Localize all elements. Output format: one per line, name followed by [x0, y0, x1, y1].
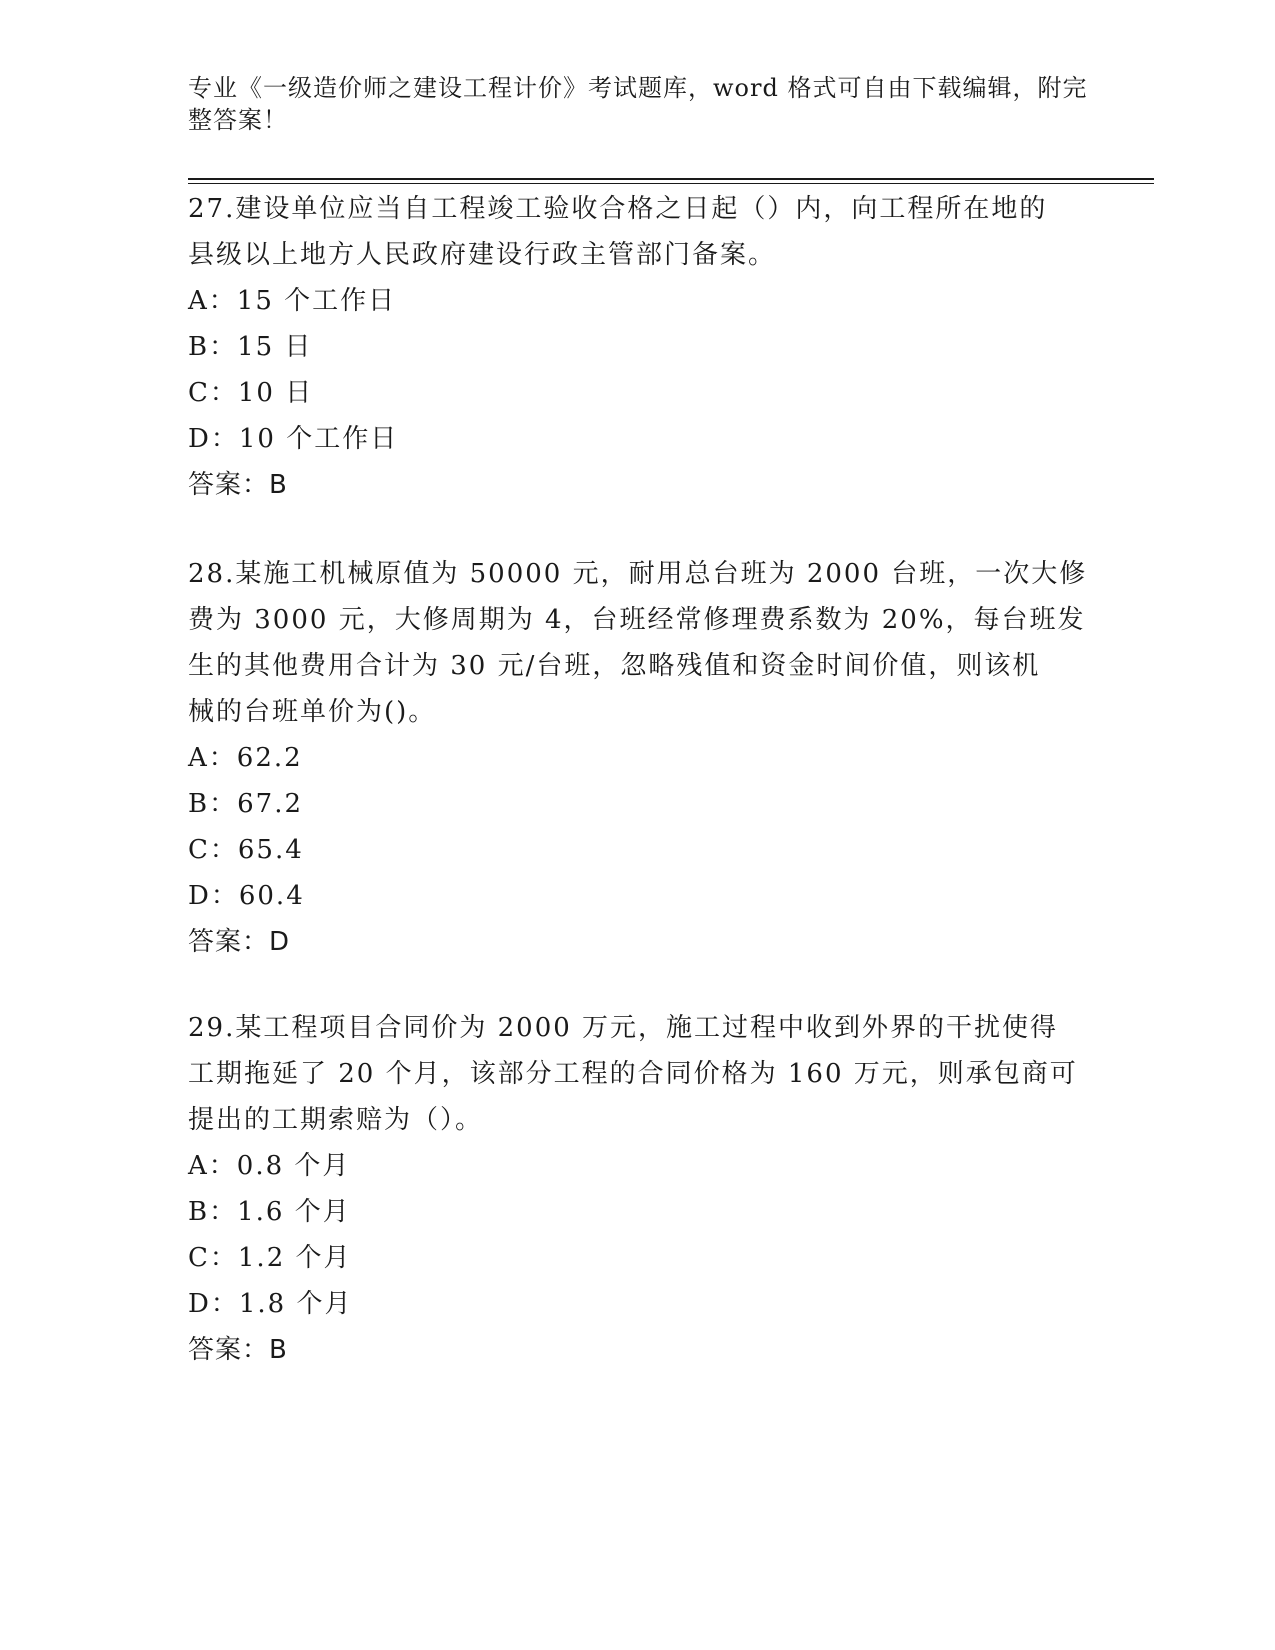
question-text: 生的其他费用合计为 30 元/台班，忽略残值和资金时间价值，则该机	[188, 651, 1041, 681]
option-c: C：10 日	[188, 378, 314, 408]
option-c: C：1.2 个月	[188, 1243, 352, 1273]
answer: 答案：B	[188, 470, 288, 500]
question-29	[188, 1005, 1088, 1373]
question-28	[188, 551, 1088, 965]
question-text: 工期拖延了 20 个月，该部分工程的合同价格为 160 万元，则承包商可	[188, 1059, 1078, 1089]
option-c: C：65.4	[188, 835, 304, 865]
option-b: B：1.6 个月	[188, 1197, 351, 1227]
question-text: 县级以上地方人民政府建设行政主管部门备案。	[188, 240, 777, 270]
option-b: B：15 日	[188, 332, 313, 362]
question-text: 械的台班单价为()。	[188, 697, 437, 727]
header-divider-thick	[188, 178, 1154, 180]
header-line: 专业《一级造价师之建设工程计价》考试题库，word 格式可自由下载编辑，附完	[188, 74, 1088, 102]
option-d: D：60.4	[188, 881, 305, 911]
option-d: D：1.8 个月	[188, 1289, 353, 1319]
question-27	[188, 186, 1088, 508]
option-d: D：10 个工作日	[188, 424, 399, 454]
option-a: A：15 个工作日	[188, 286, 397, 316]
question-text: 费为 3000 元，大修周期为 4，台班经常修理费系数为 20%，每台班发	[188, 605, 1086, 635]
answer: 答案：D	[188, 927, 291, 957]
answer: 答案：B	[188, 1335, 288, 1365]
question-text: 27.建设单位应当自工程竣工验收合格之日起（）内，向工程所在地的	[188, 194, 1048, 224]
question-text: 29.某工程项目合同价为 2000 万元，施工过程中收到外界的干扰使得	[188, 1013, 1059, 1043]
option-b: B：67.2	[188, 789, 303, 819]
option-a: A：0.8 个月	[188, 1151, 351, 1181]
question-text: 提出的工期索赔为（）。	[188, 1105, 484, 1135]
header-line: 整答案！	[188, 106, 288, 134]
document-header	[188, 72, 1088, 136]
option-a: A：62.2	[188, 743, 303, 773]
question-text: 28.某施工机械原值为 50000 元，耐用总台班为 2000 台班，一次大修	[188, 559, 1088, 589]
header-divider-thin	[188, 183, 1154, 184]
